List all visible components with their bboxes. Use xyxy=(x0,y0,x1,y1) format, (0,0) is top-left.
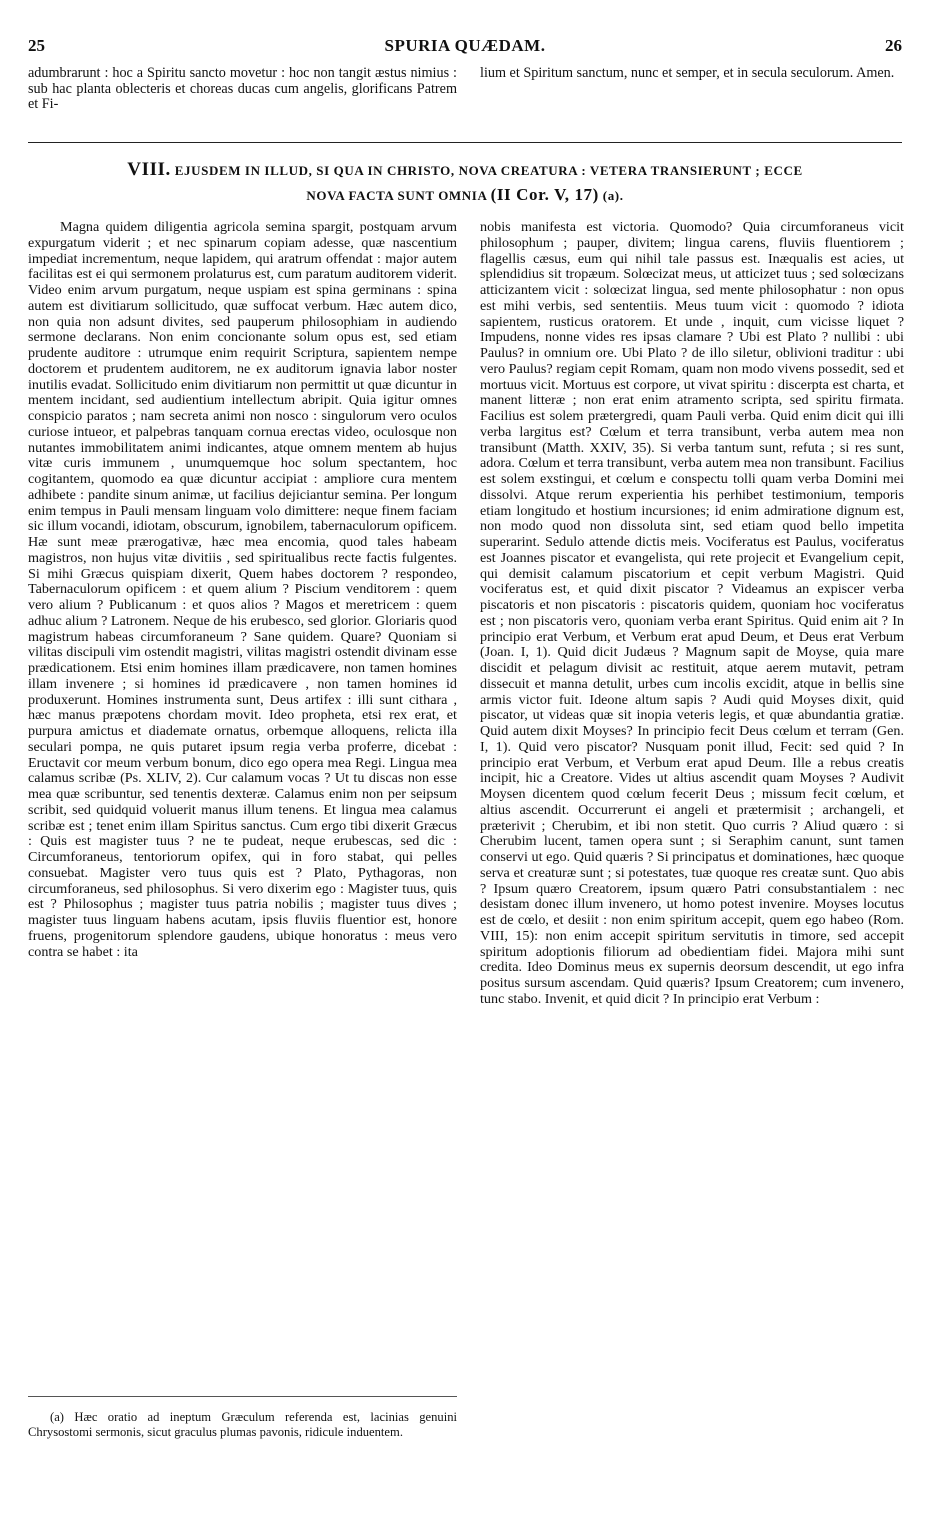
section-title-line1: EJUSDEM IN ILLUD, SI QUA IN CHRISTO, NOVA CREATURA : VETERA TRANSIERUNT ; ECCE xyxy=(174,163,803,178)
top-right-text xyxy=(480,66,904,82)
running-head xyxy=(28,36,902,56)
running-title: SPURIA QUÆDAM. xyxy=(384,36,546,55)
section-heading-line2 xyxy=(28,183,902,208)
section-divider xyxy=(28,142,902,143)
left-column-text: Magna quidem diligentia agricola semina spargit, postquam arvum expurgatum viderit ; et nec spinarum copiam adesse, quæ nascentium impediat incrementum, neque lapidem, qui aratrum offendat : major autem facilitas est ei qui sermonem prolaturus est, cum paratum auditorem viderit. Video enim arvum purgatum, neque uspiam est spina germinans : spina autem est divitiarum sollicitudo, quæ suffocat verbum. Hæc autem dico, non quia non adsunt divites, sed pauperum philosophiam in audiendo sermone declarans. Non enim concionante solum opus est, sed etiam prudente auditore : utrumque enim requirit Scriptura, sapientem nempe doctorem et prudentem auditorem, ne ex auditorum ignavia labor noster inutilis evadat. Sollicitudo enim divitiarum non permittit ut quæ dicuntur in mentem incidant, sed audientium intellectum abripit. Quia igitur omnes conspicio paratos ; nam secreta animi non nosco : singulorum vero oculos curiose intueor, et palpebras tanquam cornua erectas video, oculosque non nutantes immobilitatem animi indicantes, atque omnem mentem ab hujus vitæ curis immunem , unumquemque hoc solum spectantem, hoc cogitantem, quomodo ea quæ dicuntur accipiat : ampliore cura mentem adhibete : pandite sinum animæ, ut facilius dejiciantur semina. Per longum enim tempus in Pauli mensam linguam volo dimittere: neque finem faciam sic illum vocandi, idiotam, obscurum, ignobilem, tabernaculorum opificem. Hæ sunt meæ prærogativæ, hæc mea encomia, quod tales habeam magistros, non hujus vitæ divitiis , sed spiritualibus recte factis fulgentes. Si mihi Græcus quispiam dixerit, Quem habes doctorem ? respondeo, Tabernaculorum opificem : et quem alium ? Piscium venditorem : quem vero alium ? Publicanum : et quos alios ? Magos et meretricem : quem adhuc alium ? Latronem. Neque de his erubesco, sed glorior. Gloriaris quod magistrum habeas circumforaneum ? Sane quidem. Quare? Quoniam si vilitas discipuli vim ostendit magistri, vilitas magistri ostendit divinam esse prædicationem. Etsi enim homines illam prædicavere, non tamen homines illam invenere ; si homines id prædicavere , non tamen homines id produxerunt. Homines instrumenta sunt, Deus artifex : illi sunt cithara , hæc manus præpotens chordam movit. Ideo propheta, etsi rex erat, et purpura amictus et diademate ornatus, orbemque alloquens, relicta illa seculari pompa, ne quis putaret ipsum regia verba proferre, dicebat : Eructavit cor meum verbum bonum, dico ego opera mea Regi. Lingua mea calamus scribæ (Ps. XLIV, 2). Cur calamum vocas ? Ut tu discas non esse mea quæ scribuntur, sed tenentis dexteræ. Calamus enim non per seipsum scribit, sed quidquid voluerit manus illum tenens. Et lingua mea calamus scribæ est ; tenet enim illam Spiritus sanctus. Cum ergo tibi dixerit Græcus : Quis est magister tuus ? ne te pudeat, neque erubescas, sed dic : Circumforaneus, tentoriorum opifex, qui in foro stabat, qui pelles consuebat. Magister vero tuus quis est ? Plato, Pythagoras, non circumforaneus, sed philosophus. Si vero dixerim ego : Magister tuus, quis est ? Philosophus ; magister tuus patria nobilis ; magister tuus dives ; magister tuus linguam habens acutam, ipsis fluviis fluentior est, honore fruens, progenitorum splendore gaudens, ubique honoratus : meus vero contra se habet : ita xyxy=(28,219,457,960)
top-left-text xyxy=(28,66,457,113)
section-reference: (II Cor. V, 17) xyxy=(490,185,599,204)
right-column-text: nobis manifesta est victoria. Quomodo? Quia circumforaneus vicit philosophum ; pauper, divitem; lingua carens, fluviis fluentiorem ; flagellis cæsus, eum qui nihil tale passus est. Inæqualis est acies, ut splendidius sit tropæum. Solœcizat meus, ut atticizet tuus ; sed solœcizans atticizantem vicit : solœcizat lingua, sed mente philosophatur : non opus est mihi verbis, sed sententiis. Meus tuum vicit : quomodo ? idiota sapientem, rusticus oratorem. Et unde , inquit, cum vicisse liquet ? Impudens, nonne vides res ipsas clamare ? Ubi est Plato ? nullibi : ubi Paulus? in omnium ore. Ubi Plato ? de illo siletur, oblivioni traditur : ubi vero Paulus? regiam cepit Romam, quam non modo vivens possedit, sed et mortuus vicit. Mortuus est corpore, ut vivat spiritu : discerpta est charta, et manent litteræ ; non erat enim atramento scripta, sed spiritu firmata. Facilius est solem prætergredi, quam Pauli verba. Quid enim dicit qui illi verba largitus est? Cœlum et terra transibunt, verba autem mea non transibunt (Matth. XXIV, 35). Si verba tantum sunt, refuta ; si res sunt, adora. Cœlum et terra transibunt, verba autem mea non transibunt. Facilius est solem exstingui, et cœlum e conspectu tolli quam verba Domini mei dissolvi. Atque rerum experientia his perhibet testimonium, temporis etiam longitudo et hostium incursiones; id enim admiratione dignum est, non modo quod non dissoluta sint, sed etiam quod bello impetita superarint. Sedulo attende dictis meis. Vociferatus est Paulus, vociferatus est Joannes piscator et evangelista, qui rete projecit et Evangelium cepit, qui demisit calamum piscatorium et cepit verbum Magistri. Quid vociferatus est, et quid dixit piscator ? Videamus an expiscer verba piscatoris et non piscatoris : piscatoris quidem, quoniam hoc vociferatus est ; non piscatoris vero, quoniam verba erant Spiritus. Quid enim ait ? In principio erat Verbum, et Verbum erat apud Deum, et Deus erat Verbum (Joan. I, 1). Quid dicit Judæus ? Magnum sapit de Moyse, quia mare discidit et pelagum divisit ac restituit, atque aerem mutavit, petram dissecuit et manna detulit, urbes cum incolis excidit, atque in bellis sine armis victor fuit. Ideone altum sapis ? Audi quid Moyses dixit, quid piscator, ut videas quæ sit inopia veteris legis, et quæ abundantia gratiæ. Quid autem dixit Moyses? In principio fecit Deus cœlum et terram (Gen. I, 1). Quid vero piscator? Nusquam ponit illud, Fecit: sed quid ? In principio erat Verbum, et Verbum erat apud Deum. Ille a rebus creatis incipit, hic a Creatore. Vides ut altius ascendit quam Moyses ? Audivit Moysen dicentem quod cœlum fecerit Deus ; missum fecit cœlum, et altius ascendit. Occurrerunt ei angeli et prætermisit ; archangeli, et præterivit ; Cherubim, et ibi non stetit. Quo curris ? Aliud quæro : si Cherubim lucent, tamen opera sunt ; si Seraphim canunt, sunt tamen conservi ut ego. Quid quæris ? Si principatus et dominationes, hæc quoque serva et creaturæ sunt ; si potestates, tuæ quoque res creatæ sunt. Quo abis ? Ipsum quæro Creatorem, ipsum quæro Patri consubstantialem : nec desistam donec illum invenero, ut homo potest invenire. Moyses locutus est de cœlo, et desiit : non enim spiritum accepit, quem ego habeo (Rom. VIII, 15): non enim accepit spiritum servitutis in timore, sed accepit spiritum adoptionis filiorum ad obedientiam fidei. Majora mihi sunt credita. Ideo Dominus meus ex supernis deorsum descendit, ut ego infra positus sursum ascendam. Quid quæris? Ipsum Creatorem; cum invenero, tunc stabo. Invenit, et quid dicit ? In principio erat Verbum : xyxy=(480,219,904,1007)
footnote: (a) Hæc oratio ad ineptum Græculum referenda est, lacinias genuini Chrysostomi sermonis, sicut graculus plumas pavonis, ridicule induentem. xyxy=(28,1410,457,1439)
section-heading xyxy=(28,158,902,208)
section-note-marker: (a). xyxy=(602,188,624,203)
page-number-right: 26 xyxy=(885,36,902,55)
section-heading-line1 xyxy=(28,158,902,183)
top-right-paragraph: lium et Spiritum sanctum, nunc et semper, et in secula seculorum. Amen. xyxy=(480,65,895,81)
right-column xyxy=(480,220,904,1008)
section-number: VIII. xyxy=(127,159,171,180)
section-title-line2: NOVA FACTA SUNT OMNIA xyxy=(306,188,487,203)
left-column xyxy=(28,220,457,960)
footnote-rule xyxy=(28,1396,457,1397)
page-number-left: 25 xyxy=(28,36,45,55)
top-left-paragraph: adumbrarunt : hoc a Spiritu sancto movetur : hoc non tangit æstus nimius : sub hac planta oblecteris et choreas ducas cum angelis, glorificans Patrem et Fi- xyxy=(28,65,457,113)
